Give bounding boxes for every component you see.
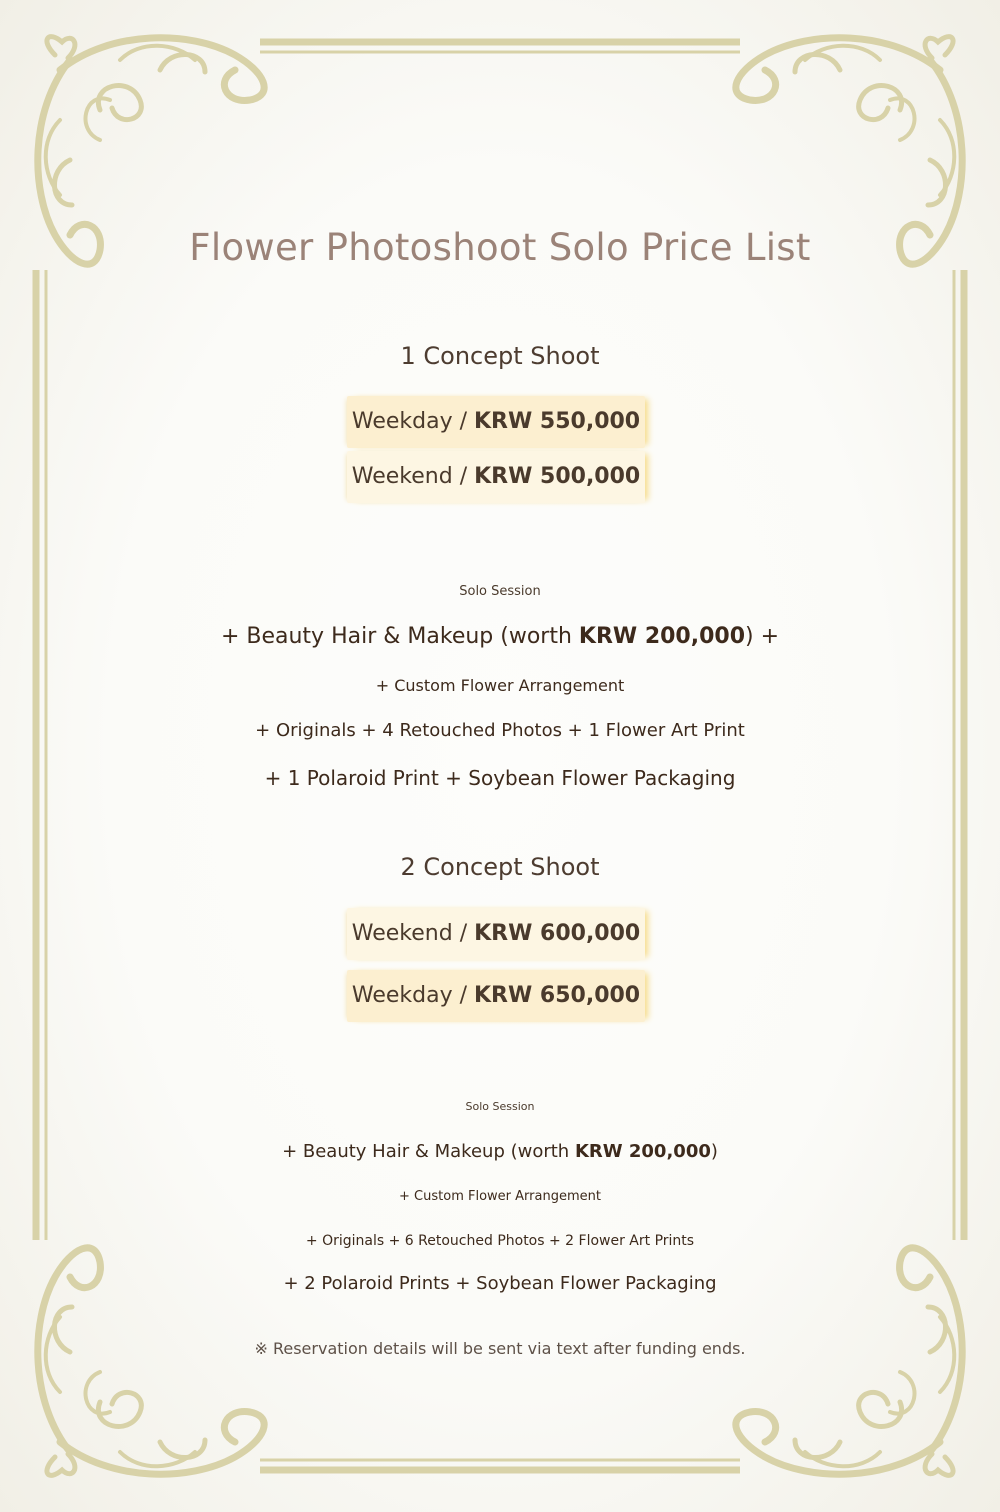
package2-line-polaroid: + 2 Polaroid Prints + Soybean Flower Packaging	[283, 1273, 717, 1294]
price-day-label: Weekend /	[351, 921, 475, 946]
package1-line-polaroid: + 1 Polaroid Print + Soybean Flower Packaging	[264, 766, 736, 790]
price-amount: KRW 500,000	[474, 464, 641, 489]
page-title: Flower Photoshoot Solo Price List	[189, 226, 811, 269]
price-day-label: Weekend /	[351, 464, 475, 489]
reservation-note: ※ Reservation details will be sent via text after funding ends.	[254, 1339, 746, 1358]
beauty-suffix: ) +	[745, 624, 780, 649]
package1-heading: 1 Concept Shoot	[400, 342, 600, 370]
price-day-label: Weekday /	[351, 983, 474, 1008]
package1-line-flower: + Custom Flower Arrangement	[375, 676, 625, 695]
package1-session-label: Solo Session	[459, 584, 541, 599]
package2-price-weekend	[347, 908, 645, 960]
package1-price-weekday	[347, 396, 645, 448]
price-day-label: Weekday /	[351, 409, 474, 434]
package2-beauty-line	[0, 1141, 1000, 1162]
price-amount: KRW 600,000	[474, 921, 641, 946]
price-amount: KRW 650,000	[474, 983, 641, 1008]
package2-line-photos: + Originals + 6 Retouched Photos + 2 Flower Art Prints	[305, 1233, 695, 1249]
beauty-amount: KRW 200,000	[574, 1141, 711, 1162]
beauty-amount: KRW 200,000	[578, 624, 746, 649]
price-amount: KRW 550,000	[474, 409, 641, 434]
package1-beauty-line	[0, 624, 1000, 649]
package1-line-photos: + Originals + 4 Retouched Photos + 1 Flower Art Print	[255, 720, 745, 741]
package2-price-weekday	[347, 970, 645, 1022]
package1-price-weekend	[347, 451, 645, 503]
package2-line-flower: + Custom Flower Arrangement	[399, 1189, 601, 1204]
package2-heading: 2 Concept Shoot	[400, 853, 600, 881]
beauty-suffix: )	[710, 1141, 718, 1162]
package2-session-label: Solo Session	[465, 1100, 535, 1113]
beauty-prefix: + Beauty Hair & Makeup (worth	[220, 624, 579, 649]
beauty-prefix: + Beauty Hair & Makeup (worth	[282, 1141, 575, 1162]
